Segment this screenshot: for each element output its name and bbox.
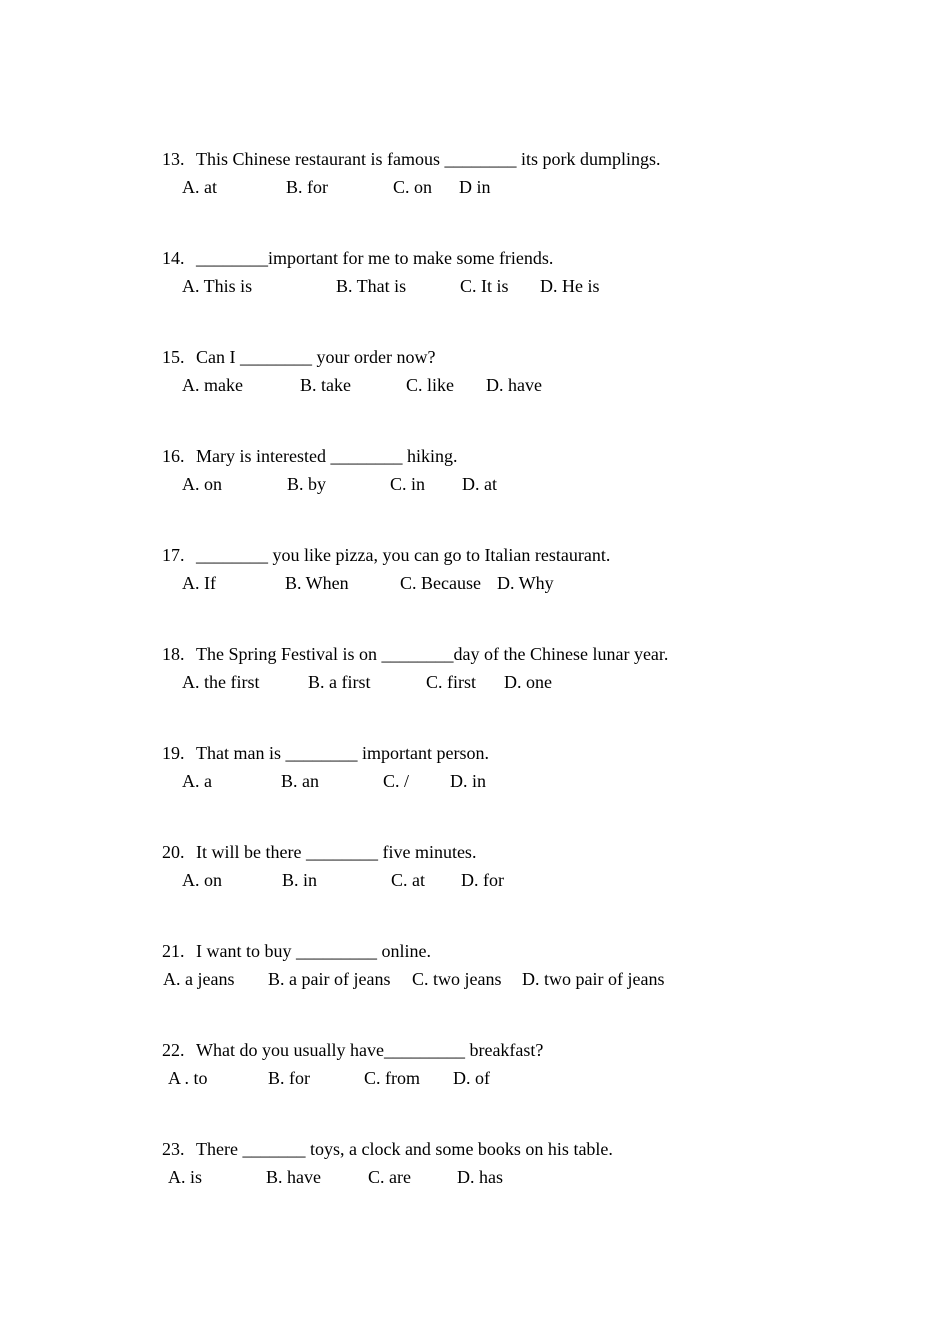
question-number: 13. [162,149,185,169]
option-b: B. a first [308,672,371,692]
question-number: 18. [162,644,185,664]
option-c: C. / [383,771,410,791]
option-d: D. two pair of jeans [522,969,665,989]
option-d: D. at [462,474,497,494]
question-number: 17. [162,545,185,565]
question-number: 16. [162,446,185,466]
option-c: C. on [393,177,433,197]
question-number: 22. [162,1040,185,1060]
question-number: 23. [162,1139,185,1159]
option-b: B. for [268,1068,310,1088]
question-text: What do you usually have_________ breakfast? [196,1040,544,1060]
option-c: C. first [426,672,477,692]
option-b: B. an [281,771,319,791]
question-text: Can I ________ your order now? [196,347,436,367]
question-text: There _______ toys, a clock and some books on his table. [196,1139,613,1159]
option-c: C. in [390,474,426,494]
option-a: A . to [168,1068,208,1088]
option-b: B. That is [336,276,407,296]
option-d: D. in [450,771,486,791]
option-c: C. Because [400,573,481,593]
option-c: C. It is [460,276,509,296]
option-a: A. make [182,375,243,395]
option-b: B. in [282,870,318,890]
option-a: A. a [182,771,212,791]
question-number: 15. [162,347,185,367]
question-number: 19. [162,743,185,763]
question-text: It will be there ________ five minutes. [196,842,477,862]
question-text: ________ you like pizza, you can go to Italian restaurant. [196,545,611,565]
question-text: The Spring Festival is on ________day of the Chinese lunar year. [196,644,669,664]
option-d: D. for [461,870,504,890]
option-a: A. on [182,474,222,494]
option-a: A. at [182,177,217,197]
question-number: 21. [162,941,185,961]
question-text: I want to buy _________ online. [196,941,431,961]
option-a: A. is [168,1167,203,1187]
option-d: D. has [457,1167,503,1187]
option-a: A. on [182,870,222,890]
option-d: D. He is [540,276,600,296]
option-d: D. have [486,375,542,395]
question-text: This Chinese restaurant is famous ________ its pork dumplings. [196,149,661,169]
option-a: A. If [182,573,216,593]
option-c: C. at [391,870,425,890]
option-c: C. two jeans [412,969,502,989]
option-a: A. a jeans [163,969,235,989]
option-c: C. like [406,375,454,395]
option-d: D in [459,177,491,197]
option-b: B. a pair of jeans [268,969,391,989]
question-number: 14. [162,248,185,268]
option-b: B. take [300,375,351,395]
option-c: C. are [368,1167,411,1187]
option-c: C. from [364,1068,420,1088]
option-b: B. by [287,474,327,494]
option-b: B. When [285,573,349,593]
question-text: That man is ________ important person. [196,743,489,763]
question-text: Mary is interested ________ hiking. [196,446,458,466]
option-d: D. Why [497,573,554,593]
question-text: ________important for me to make some friends. [196,248,554,268]
option-b: B. have [266,1167,321,1187]
option-a: A. This is [182,276,253,296]
question-number: 20. [162,842,185,862]
option-b: B. for [286,177,328,197]
option-d: D. of [453,1068,490,1088]
option-a: A. the first [182,672,260,692]
option-d: D. one [504,672,552,692]
